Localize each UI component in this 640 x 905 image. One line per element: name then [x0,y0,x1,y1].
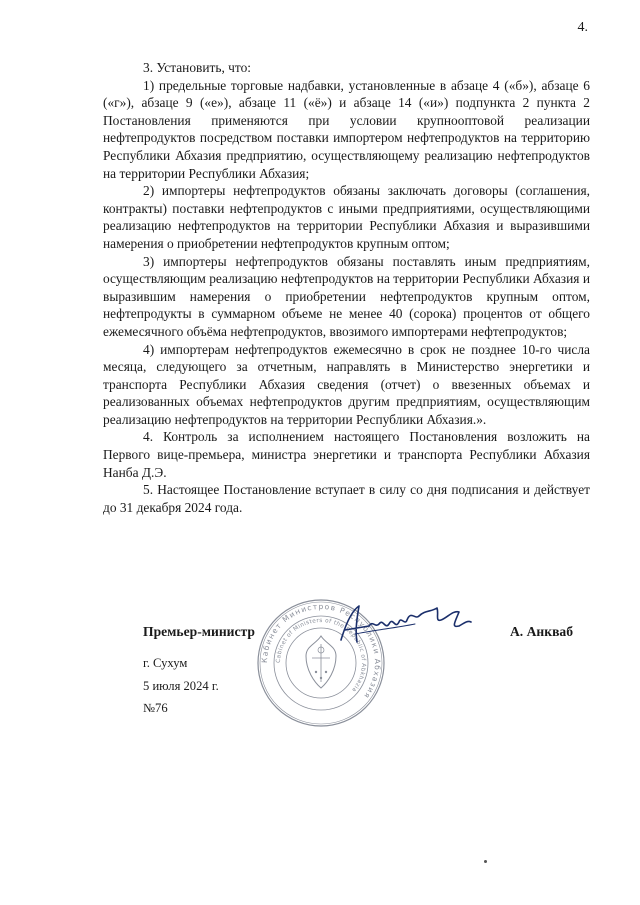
paragraph-5: 5. Настоящее Постановление вступает в силу со дня подписания и действует до 31 декабря 2024 года. [103,482,590,515]
paragraph-4: 4. Контроль за исполнением настоящего Постановления возложить на Первого вице-премьера, министра энергетики и транспорта Республики Абхазия Нанба Д.Э. [103,429,590,480]
seal-outer-text: Кабинет Министров Республики Абхазия [259,601,383,701]
signatory-name: А. Анкваб [509,624,573,639]
issue-city: г. Сухум [143,656,188,670]
seal-inner-text: Cabinet of Ministers of the Republic of Abkhazia [275,617,367,693]
document-body [103,59,590,516]
issue-date: 5 июля 2024 г. [143,679,219,693]
signatory-title: Премьер-министр [143,624,255,639]
paragraph-3-item-3: 3) импортеры нефтепродуктов обязаны поставлять иным предприятиям, осуществляющим реализацию нефтепродуктов на территории Республики Абхазия и выразившим намерения о приобретении нефтепродуктов крупным оптом, нефтепродукты в суммарном объеме не менее 40 (сорока) процентов от общего ежемесячного объёма нефтепродуктов, ввозимого импортерами нефтепродуктов; [103,253,590,339]
scan-dot [484,860,487,863]
paragraph-3-item-4: 4) импортерам нефтепродуктов ежемесячно в срок не позднее 10-го числа месяца, следующего за отчетным, направлять в Министерство энергетики и транспорта Республики Абхазия сведения (отчет) о ввезенных объемах и реализованных объемах нефтепродуктов другим предприятиям, осуществляющим реализацию нефтепродуктов на территории Республики Абхазия.». [103,341,590,427]
paragraph-3-intro: 3. Установить, что: [143,60,251,75]
document-number: №76 [143,701,168,715]
page-number: 4. [577,20,588,35]
paragraph-3-item-2: 2) импортеры нефтепродуктов обязаны заключать договоры (соглашения, контракты) поставки нефтепродуктов с иными предприятиями, осуществляющими реализацию нефтепродуктов на территории Республики Абхазия и выразившими намерения о приобретении нефтепродуктов крупным оптом; [103,183,590,251]
paragraph-3-item-1: 1) предельные торговые надбавки, установленные в абзаце 4 («б»), абзаце 6 («г»), абзаце 9 («е»), абзаце 11 («ё») и абзаце 14 («и») подпункта 2 пункта 2 Постановления применяются при условии крупнооптовой реализации нефтепродуктов посредством поставки импортером нефтепродуктов на территорию Республики Абхазия предприятию, осуществляющему реализацию нефтепродуктов на территории Республики Абхазия; [103,77,590,181]
